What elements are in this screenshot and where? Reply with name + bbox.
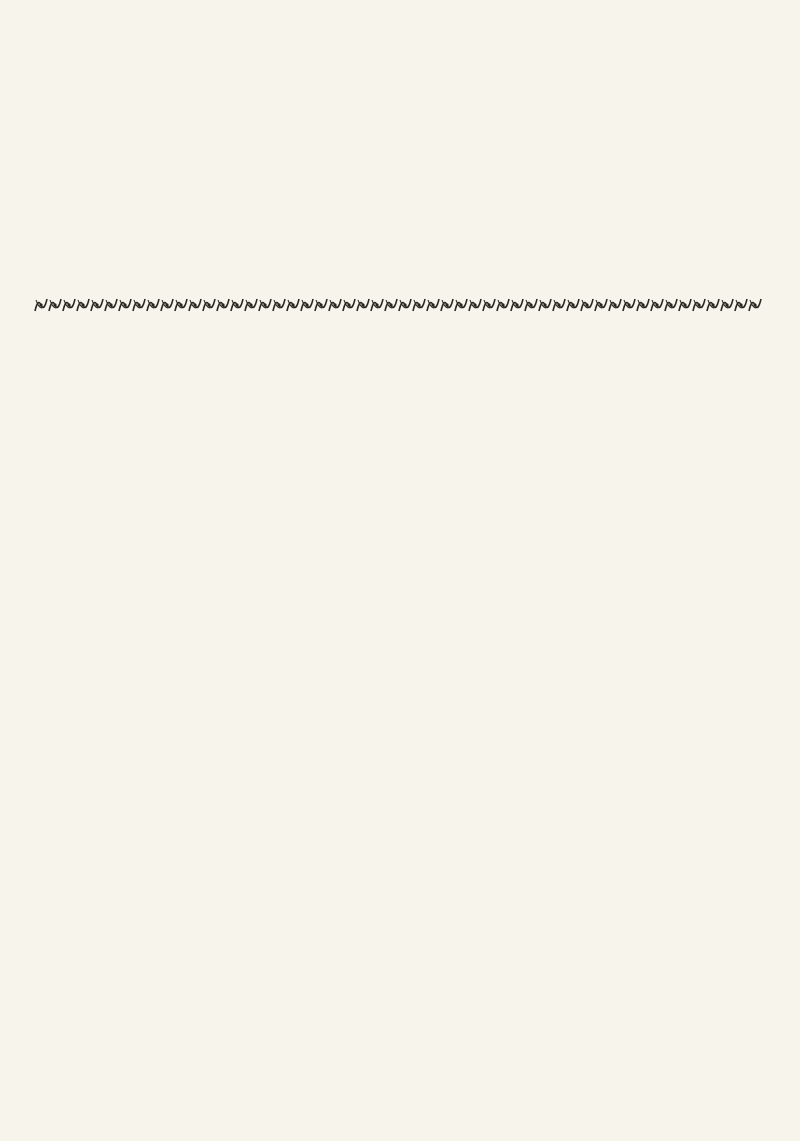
running-header (225, 6, 785, 46)
ornament-rule (34, 295, 762, 315)
